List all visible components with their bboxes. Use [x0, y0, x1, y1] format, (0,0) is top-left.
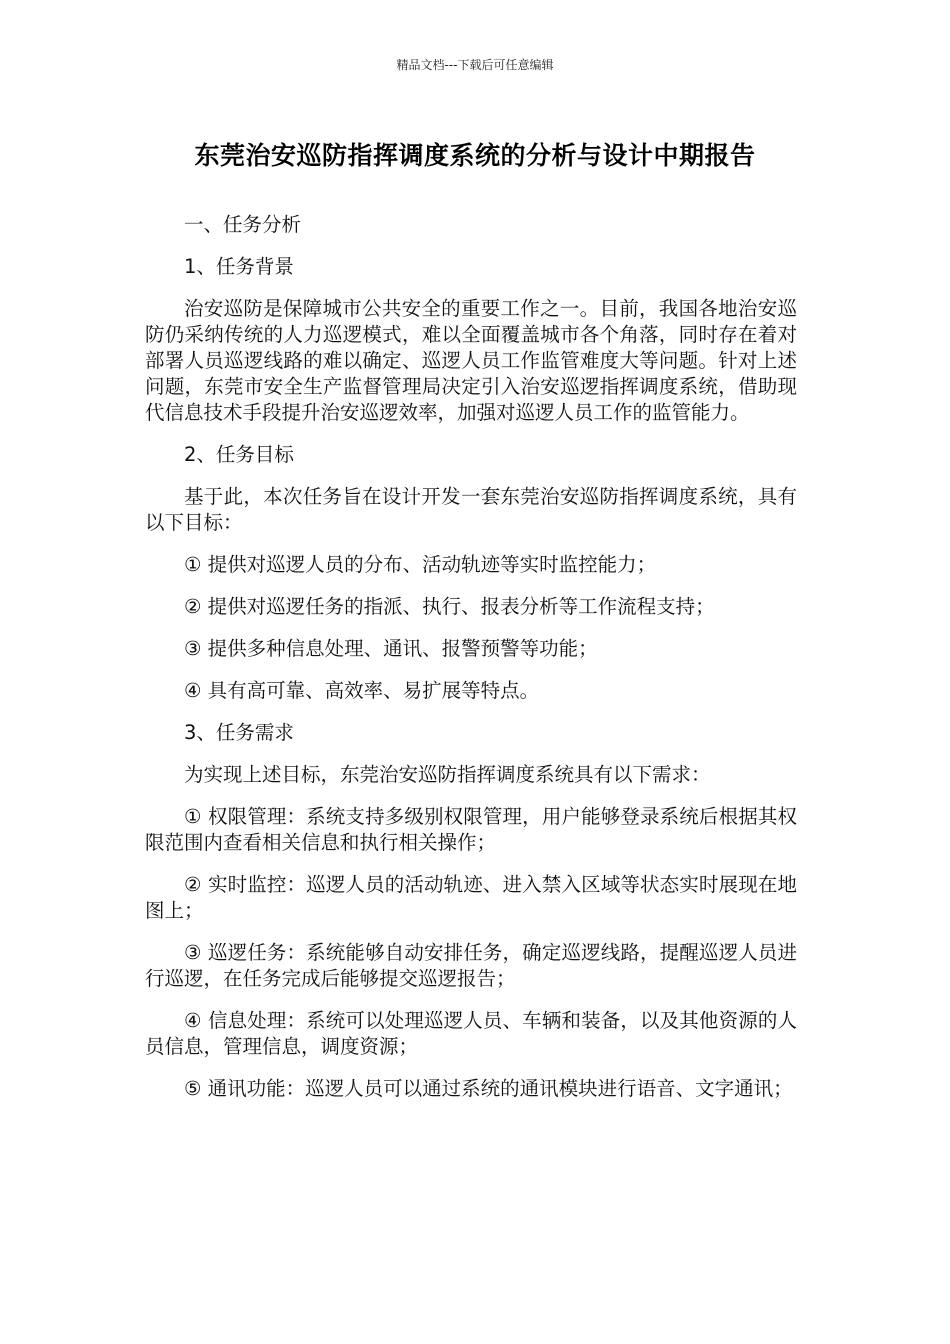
paragraph-background: 治安巡防是保障城市公共安全的重要工作之一。目前，我国各地治安巡防仍采纳传统的人力巡逻模式，难以全面覆盖城市各个角落，同时存在着对部署人员巡逻线路的难以确定、巡逻人员工作监管难度大等问题。针对上述问题，东莞市安全生产监督管理局决定引入治安巡逻指挥调度系统，借助现代信息技术手段提升治安巡逻效率，加强对巡逻人员工作的监管能力。 [145, 297, 797, 424]
requirement-item-5: ⑤ 通讯功能：巡逻人员可以通过系统的通讯模块进行语音、文字通讯； [184, 1077, 793, 1100]
subheading-task-background: 1、任务背景 [184, 255, 294, 278]
document-title: 东莞治安巡防指挥调度系统的分析与设计中期报告 [194, 141, 756, 170]
goal-item-1: ① 提供对巡逻人员的分布、活动轨迹等实时监控能力； [184, 553, 657, 576]
page-header: 精品文档---下载后可任意编辑 [396, 58, 554, 72]
paragraph-requirements-intro: 为实现上述目标，东莞治安巡防指挥调度系统具有以下需求： [184, 763, 711, 786]
section-heading-task-analysis: 一、任务分析 [184, 213, 302, 236]
subheading-task-goals: 2、任务目标 [184, 443, 294, 466]
requirement-item-3: ③ 巡逻任务：系统能够自动安排任务，确定巡逻线路，提醒巡逻人员进行巡逻，在任务完成后能够提交巡逻报告； [145, 941, 797, 990]
subheading-task-requirements: 3、任务需求 [184, 721, 294, 744]
requirement-item-2: ② 实时监控：巡逻人员的活动轨迹、进入禁入区域等状态实时展现在地图上； [145, 873, 797, 922]
paragraph-goals-intro: 基于此，本次任务旨在设计开发一套东莞治安巡防指挥调度系统，具有以下目标： [145, 485, 797, 534]
requirement-item-4: ④ 信息处理：系统可以处理巡逻人员、车辆和装备，以及其他资源的人员信息，管理信息，调度资源； [145, 1009, 797, 1058]
requirement-item-1: ① 权限管理：系统支持多级别权限管理，用户能够登录系统后根据其权限范围内查看相关信息和执行相关操作； [145, 805, 797, 854]
document-body [145, 212, 797, 1118]
goal-item-3: ③ 提供多种信息处理、通讯、报警预警等功能； [184, 637, 598, 660]
goal-item-4: ④ 具有高可靠、高效率、易扩展等特点。 [184, 679, 540, 702]
goal-item-2: ② 提供对巡逻任务的指派、执行、报表分析等工作流程支持； [184, 595, 715, 618]
